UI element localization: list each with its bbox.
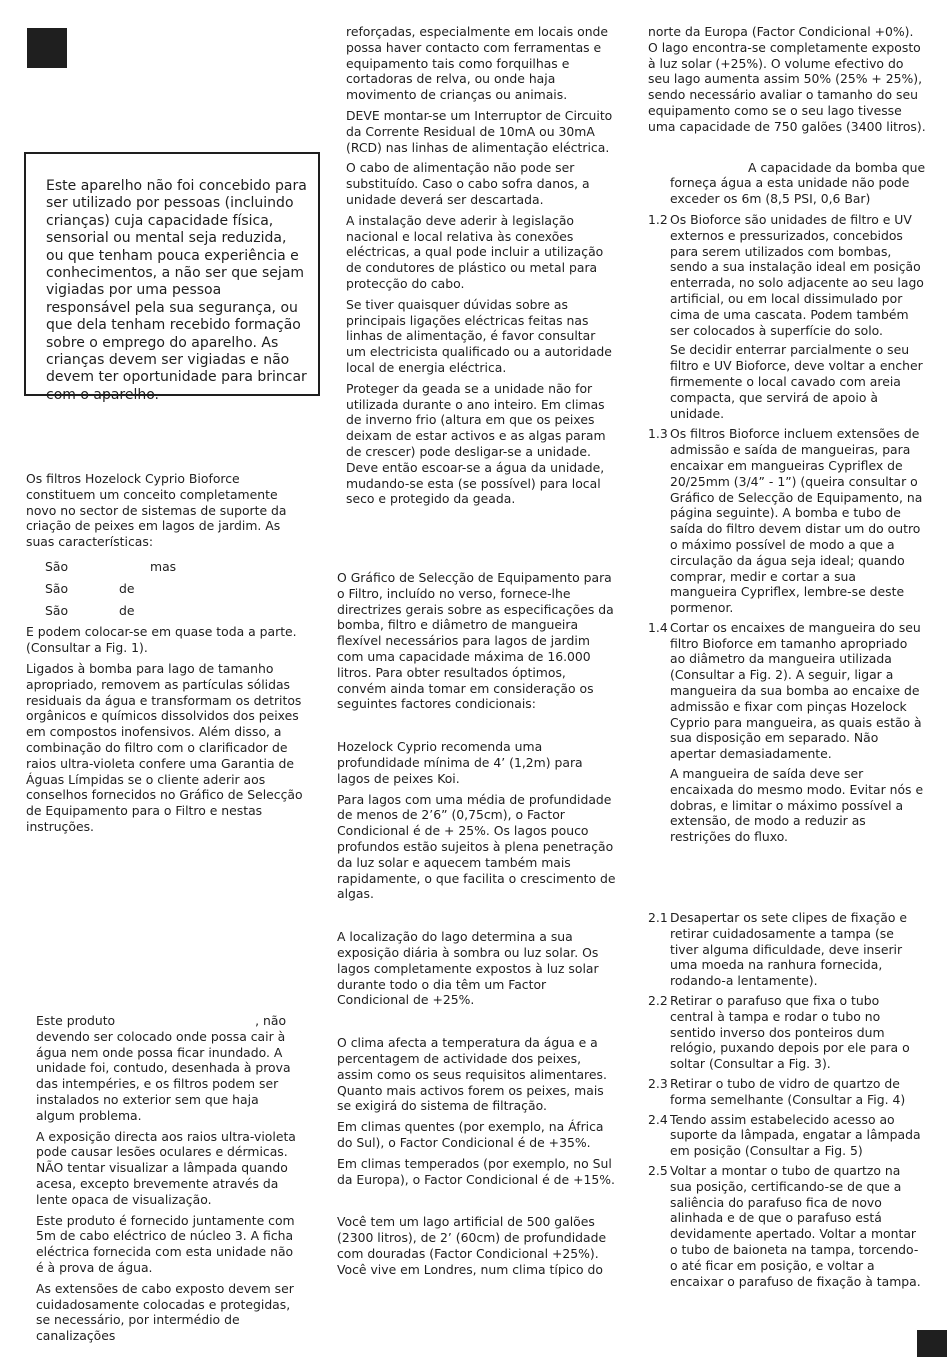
product-rest: , não devendo ser colocado onde possa cair à água nem onde possa ficar inundado. A unidade foi, contudo, desenhada à prova das intempéries, e os filtros podem ser instalados no exterior sem que haja algum problema.: [36, 1013, 291, 1123]
pump-capacity-paragraph: [670, 160, 926, 207]
product-start: Este produto: [36, 1013, 116, 1028]
step-number: 1.2: [648, 211, 668, 227]
step-number: 2.1: [648, 910, 668, 925]
numbered-step: [648, 910, 926, 989]
bury-paragraph: Se decidir enterrar parcialmente o seu filtro e UV Bioforce, deve voltar a encher firmemente o local cavado com areia compacta, que servirá de apoio à unidade.: [670, 342, 923, 421]
step-text: Voltar a montar o tubo de quartzo na sua posição, certificando-se de que a saliência do parafuso fica de novo alinhada e de que o parafuso está devidamente apertado. Voltar a montar o tubo de baioneta na tampa, torcendo-o até ficar em posição, e voltar a encaixar o parafuso de fixação à tampa.: [670, 1162, 921, 1289]
north-europe-paragraph: norte da Europa (Factor Condicional +0%). O lago encontra-se completamente exposto à luz solar (+25%). O volume efectivo do seu lago aumenta assim 50% (25% + 25%), sendo necessário avaliar o tamanho do seu equipamento como se o seu lago tivesse uma capacidade de 750 galões (3400 litros).: [648, 24, 926, 134]
warning-text: Este aparelho não foi concebido para ser utilizado por pessoas (incluindo crianças) cuja capacidade física, sensorial ou mental seja reduzida, ou que tenham pouca experiência e conhecimentos, a não ser que sejam vigiadas por uma pessoa responsável pela sua segurança, ou que dela tenham recebido formação sobre o emprego do aparelho. As crianças devem ser vigiadas e não devem ter oportunidade para brincar com o aparelho.: [46, 178, 307, 403]
step-text: Os Bioforce são unidades de filtro e UV externos e pressurizados, concebidos para serem utilizados com bombas, sendo a sua instalação ideal em posição enterrada, no solo adjacente ao seu lago artificial, ou em local dissimulado por cima de uma cascata. Podem também ser colocados à superfície do solo.: [670, 211, 924, 338]
climate-paragraph: O clima afecta a temperatura da água e a percentagem de actividade dos peixes, assim como os seus requisitos alimentares. Quanto mais activos forem os peixes, mais se exigirá do sistema de filtração.: [337, 1035, 607, 1114]
column-2: [346, 24, 618, 512]
column-2-lower: [337, 570, 617, 1282]
location-paragraph: A localização do lago determina a sua exposição diária à sombra ou luz solar. Os lagos completamente expostos à luz solar durante todo o dia têm um Factor Condicional de +25%.: [337, 929, 599, 1008]
outlet-paragraph: A mangueira de saída deve ser encaixada do mesmo modo. Evitar nós e dobras, e limitar o máximo possível a extensão, de modo a reduzir as restrições do fluxo.: [670, 766, 924, 845]
frost-paragraph: Proteger da geada se a unidade não for utilizada durante o ano inteiro. Em climas de inverno frio (altura em que os peixes deixam de estar activos e as algas param de crescer) pode desligar-se a unidade. Deve então escoar-se a água da unidade, mudando-se esta (se possível) para local seco e protegido da geada.: [346, 380, 606, 507]
step-number: 2.3: [648, 1075, 668, 1091]
numbered-step: [648, 620, 926, 762]
feature-line: [45, 559, 308, 575]
pump-capacity-rest: que forneça água a esta unidade não pode exceder os 6m (8,5 PSI, 0,6 Bar): [670, 159, 926, 207]
feature-end: mas: [150, 558, 177, 574]
product-paragraph: [36, 1013, 300, 1124]
rcd-paragraph: DEVE montar-se um Interruptor de Circuito da Corrente Residual de 10mA ou 30mA (RCD) nas linhas de alimentação eléctrica.: [346, 107, 613, 155]
corner-square-bottom-right: [917, 1330, 947, 1357]
numbered-step: [648, 1163, 926, 1289]
corner-square-top-left: [27, 28, 67, 68]
numbered-step: [648, 1112, 926, 1159]
column-3: [648, 24, 926, 850]
feature-start: São: [45, 602, 69, 618]
feature-start: São: [45, 580, 69, 596]
extensions-paragraph: As extensões de cabo exposto devem ser cuidadosamente colocadas e protegidas, se necessário, por intermédio de canalizações: [36, 1280, 294, 1344]
step-text: Cortar os encaixes de mangueira do seu filtro Bioforce em tamanho apropriado ao diâmetro da mangueira utilizada (Consultar a Fig. 2). A seguir, ligar a mangueira da sua bomba ao encaixe de admissão e fixar com pinças Hozelock Cyprio para mangueira, as quais estão à sua disposição em separado. Não apertar demasiadamente.: [670, 619, 922, 762]
step-text: Desapertar os sete clipes de fixação e retirar cuidadosamente a tampa (se tiver alguma dificuldade, deve inserir uma moeda na ranhura fornecida, rodando-a lentamente).: [670, 910, 908, 989]
numbered-step: [648, 993, 926, 1072]
pump-paragraph: Ligados à bomba para lago de tamanho apropriado, removem as partículas sólidas residuais da água e transformam os detritos orgânicos e químicos dissolvidos dos peixes em compostos inofensivos. Além disso, a combinação do filtro com o clarificador de raios ultra-violeta confere uma Garantia de Águas Límpidas se o cliente aderir aos conselhos fornecidos no Gráfico de Selecção de Equipamento para o Filtro e nestas instruções.: [26, 660, 303, 834]
column-1-upper: [26, 471, 308, 840]
example-paragraph: Você tem um lago artificial de 500 galões (2300 litros), de 2’ (60cm) de profundidade com douradas (Factor Condicional +25%). Você vive em Londres, num clima típico do: [337, 1214, 607, 1277]
installation-paragraph: A instalação deve aderir à legislação nacional e local relativa às conexões eléctricas, a qual pode incluir a utilização de condutores de plástico ou metal para protecção do cabo.: [346, 212, 604, 291]
feature-line: [45, 581, 308, 597]
step-number: 2.5: [648, 1162, 668, 1178]
step-text: Retirar o tubo de vidro de quartzo de forma semelhante (Consultar a Fig. 4): [670, 1075, 906, 1107]
feature-line: [45, 603, 308, 619]
step-number: 2.4: [648, 1111, 668, 1127]
chart-paragraph: O Gráfico de Selecção de Equipamento para o Filtro, incluído no verso, fornece-lhe directrizes gerais sobre as especificações da bomba, filtro e diâmetro de mangueira flexível necessários para lagos de jardim com uma capacidade máxima de 16.000 litros. Para obter resultados óptimos, convém ainda tomar em consideração os seguintes factores condicionais:: [337, 570, 614, 712]
cord-paragraph: O cabo de alimentação não pode ser substituído. Caso o cabo sofra danos, a unidade deverá ser descartada.: [346, 160, 590, 207]
cable-paragraph: Este produto é fornecido juntamente com 5m de cabo eléctrico de núcleo 3. A ficha eléctrica fornecida com esta unidade não é à prova de água.: [36, 1212, 295, 1275]
reinforced-paragraph: reforçadas, especialmente em locais onde possa haver contacto com ferramentas e equipamento tais como forquilhas e cortadoras de relva, ou onde haja movimento de crianças ou animais.: [346, 24, 609, 103]
shallow-paragraph: Para lagos com uma média de profundidade de menos de 2’6” (0,75cm), o Factor Condicional é de + 25%. Os lagos pouco profundos estão sujeitos à plena penetração da luz solar e aquecem também mais rapidamente, o que facilita o crescimento de algas.: [337, 791, 616, 902]
column-1-lower: [36, 1013, 300, 1349]
numbered-step: [648, 426, 926, 616]
doubts-paragraph: Se tiver quaisquer dúvidas sobre as principais ligações eléctricas feitas nas linhas de alimentação, é favor consultar um electricista qualificado ou a autoridade local de energia eléctrica.: [346, 296, 612, 375]
hot-climate-paragraph: Em climas quentes (por exemplo, na África do Sul), o Factor Condicional é de +35%.: [337, 1119, 604, 1150]
feature-end: de: [119, 602, 135, 618]
step-number: 1.4: [648, 619, 668, 635]
step-text: Retirar o parafuso que fixa o tubo central à tampa e rodar o tubo no sentido inverso dos ponteiros dum relógio, puxando depois por ele para o soltar (Consultar a Fig. 3).: [670, 992, 910, 1072]
intro-paragraph: Os filtros Hozelock Cyprio Bioforce constituem um conceito completamente novo no sector de sistemas de suporte da criação de peixes em lagos de jardim. As suas características:: [26, 471, 287, 550]
depth-paragraph: Hozelock Cyprio recomenda uma profundidade mínima de 4’ (1,2m) para lagos de peixes Koi.: [337, 739, 583, 786]
numbered-step: [648, 1076, 926, 1108]
column-3-lower: [648, 910, 926, 1293]
temperate-climate-paragraph: Em climas temperados (por exemplo, no Sul da Europa), o Factor Condicional é de +15%.: [337, 1155, 615, 1187]
feature-end: de: [119, 580, 135, 596]
feature-start: São: [45, 558, 69, 574]
step-number: 1.3: [648, 426, 668, 442]
uv-warning-paragraph: A exposição directa aos raios ultra-violeta pode causar lesões oculares e dérmicas. NÃO tentar visualizar a lâmpada quando acesa, excepto brevemente através da lente opaca de visualização.: [36, 1128, 296, 1207]
step-text: Tendo assim estabelecido acesso ao suporte da lâmpada, engatar a lâmpada em posição (Consultar a Fig. 5): [670, 1111, 921, 1159]
placement-paragraph: E podem colocar-se em quase toda a parte. (Consultar a Fig. 1).: [26, 624, 297, 656]
step-number: 2.2: [648, 992, 668, 1008]
pump-capacity-start: A capacidade da bomba: [748, 159, 898, 175]
numbered-step: [648, 212, 926, 338]
step-text: Os filtros Bioforce incluem extensões de admissão e saída de mangueiras, para encaixar em mangueiras Cypriflex de 20/25mm (3/4” - 1”) (queira consultar o Gráfico de Selecção de Equipamento, na página seguinte). A bomba e tubo de saída do filtro devem distar um do outro o máximo possível de modo a que a circulação da água seja ideal; quando comprar, medir e cortar a sua mangueira Cypriflex, lembre-se deste pormenor.: [670, 426, 923, 616]
